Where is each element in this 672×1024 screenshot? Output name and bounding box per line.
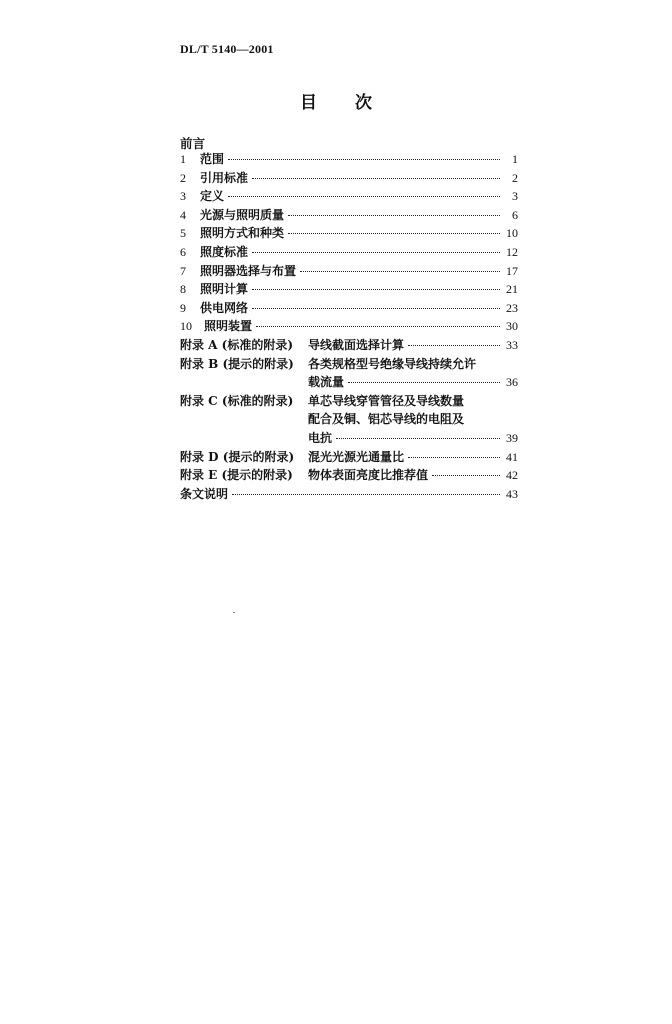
appendix-title-cont: 配合及铜、铝芯导线的电阻及: [308, 412, 465, 427]
entry-page: 12: [506, 244, 518, 259]
entry-title: 照度标准: [200, 244, 249, 259]
entry-page: 42: [506, 468, 518, 483]
entry-number: 8: [180, 282, 186, 297]
entry-page: 2: [512, 170, 518, 185]
leader-dots: [348, 370, 500, 383]
leader-dots: [288, 203, 500, 216]
leader-dots: [252, 296, 500, 309]
entry-title: 照明器选择与布置: [200, 263, 297, 278]
scan-speck: [233, 612, 235, 613]
appendix-title: 物体表面亮度比推荐值: [308, 468, 429, 483]
toc-entry-preface[interactable]: 前言: [180, 136, 206, 151]
appendix-title-cont: 载流量: [308, 375, 345, 390]
leader-dots: [336, 426, 500, 439]
entry-title: 供电网络: [200, 300, 249, 315]
appendix-title: 混光光源光通量比: [308, 449, 405, 464]
leader-dots: [256, 314, 500, 327]
appendix-title: 各类规格型号绝缘导线持续允许: [308, 356, 477, 371]
entry-page: 36: [506, 375, 518, 390]
leader-dots: [232, 482, 500, 495]
appendix-head: 附录 E (提示的附录): [180, 468, 293, 483]
toc-appendix-a[interactable]: [180, 336, 518, 355]
entry-title: 条文说明: [180, 486, 229, 501]
appendix-head: 附录 A (标准的附录): [180, 337, 294, 352]
leader-dots: [408, 333, 500, 346]
toc-title-left: 目: [300, 93, 317, 113]
appendix-head: 附录 B (提示的附录): [180, 356, 294, 371]
entry-number: 9: [180, 300, 186, 315]
entry-number: 10: [180, 319, 192, 334]
entry-page: 41: [506, 449, 518, 464]
appendix-head: 附录 D (提示的附录): [180, 449, 295, 464]
entry-page: 17: [506, 263, 518, 278]
leader-dots: [228, 147, 500, 160]
entry-title: 照明计算: [200, 282, 249, 297]
standard-code: DL/T 5140—2001: [180, 42, 274, 56]
entry-title: 范围: [200, 152, 225, 166]
leader-dots: [252, 166, 500, 179]
leader-dots: [408, 445, 500, 458]
entry-title: 引用标准: [200, 170, 249, 185]
appendix-title-cont: 电抗: [308, 430, 333, 445]
entry-page: 21: [506, 282, 518, 297]
entry-number: 2: [180, 170, 186, 185]
leader-dots: [228, 184, 500, 197]
entry-title: 光源与照明质量: [200, 207, 285, 222]
appendix-title: 单芯导线穿管管径及导线数量: [308, 393, 465, 408]
entry-number: 5: [180, 226, 186, 241]
entry-number: 3: [180, 189, 186, 204]
entry-page: 30: [506, 319, 518, 334]
entry-page: 3: [512, 189, 518, 204]
appendix-head: 附录 C (标准的附录): [180, 393, 294, 408]
leader-dots: [288, 221, 500, 234]
leader-dots: [252, 240, 500, 253]
entry-page: 39: [506, 430, 518, 445]
entry-page: 6: [512, 207, 518, 222]
entry-number: 7: [180, 263, 186, 278]
entry-title: 定义: [200, 189, 225, 204]
entry-page: 23: [506, 300, 518, 315]
toc-appendix-c[interactable]: [180, 392, 518, 411]
toc-entry-explanation[interactable]: [180, 485, 518, 504]
entry-number: 1: [180, 152, 186, 166]
toc-title: [0, 88, 672, 113]
entry-number: 4: [180, 207, 186, 222]
toc-title-right: 次: [355, 93, 372, 113]
entry-title: 照明方式和种类: [200, 226, 285, 241]
appendix-title: 导线截面选择计算: [308, 337, 405, 352]
entry-number: 6: [180, 244, 186, 259]
entry-page: 1: [512, 152, 518, 166]
table-of-contents: [180, 150, 518, 503]
entry-title: 照明装置: [204, 319, 253, 334]
leader-dots: [432, 463, 500, 476]
entry-page: 43: [506, 486, 518, 501]
leader-dots: [300, 259, 500, 272]
entry-page: 33: [506, 337, 518, 352]
toc-appendix-b-cont[interactable]: [180, 373, 518, 392]
leader-dots: [252, 277, 500, 290]
entry-page: 10: [506, 226, 518, 241]
